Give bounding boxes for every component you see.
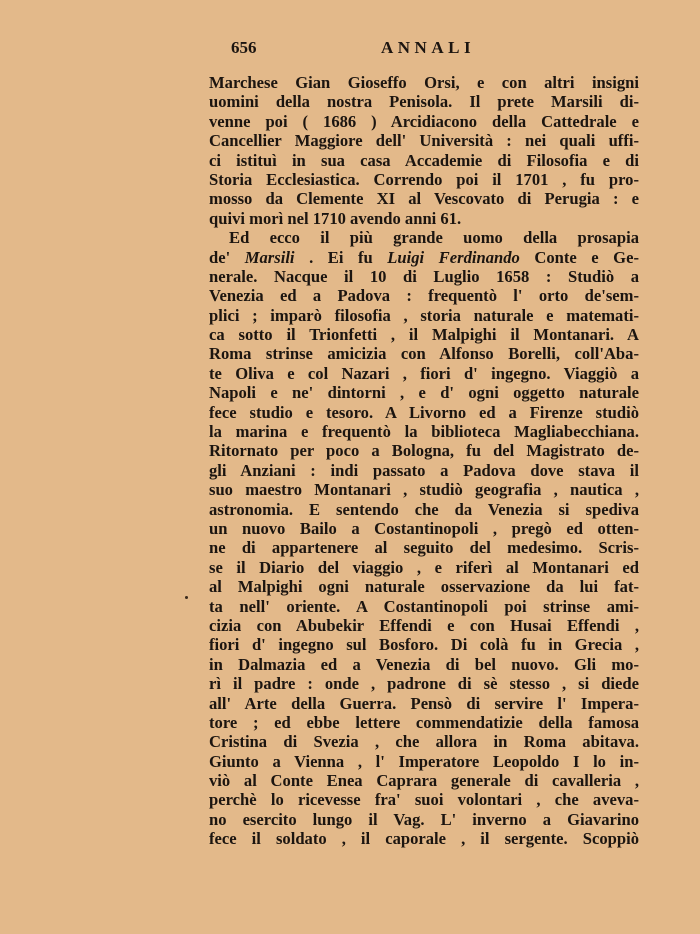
text-line: cizia con Abubekir Effendi e con Husai Effendi , (209, 615, 639, 635)
text-line: fece il soldato , il caporale , il sergente. Scoppiò (209, 829, 639, 849)
text-line: Ritornato per poco a Bologna, fu del Magistrato de- (209, 441, 639, 461)
paragraph-start-line: Ed ecco il più grande uomo della prosapia (229, 228, 639, 248)
text-line: no esercito lungo il Vag. L' inverno a Giavarino (209, 809, 639, 829)
text-line: all' Arte della Guerra. Pensò di servire l' Impera- (209, 693, 639, 713)
text-line: ci istituì in sua casa Accademie di Filosofia e di (209, 150, 639, 170)
text-line: al Malpighi ogni naturale osservazione da lui fat- (209, 577, 639, 597)
running-title: ANNALI (381, 38, 476, 57)
text-line: nerale. Nacque il 10 di Luglio 1658 : Studiò a (209, 266, 639, 286)
text-line: viò al Conte Enea Caprara generale di cavalleria , (209, 771, 639, 791)
body-text (209, 73, 639, 849)
text-line: venne poi ( 1686 ) Arcidiacono della Cattedrale e (209, 111, 639, 131)
text-line: in Dalmazia ed a Venezia di bel nuovo. Gli mo- (209, 654, 639, 674)
text-line: se il Diario del viaggio , e riferì al Montanari ed (209, 557, 639, 577)
text-line: gli Anziani : indi passato a Padova dove stava il (209, 460, 639, 480)
text-line: Cristina di Svezia , che allora in Roma abitava. (209, 732, 639, 752)
page-number: 656 (231, 38, 257, 57)
text-line: astronomia. E sentendo che da Venezia si spediva (209, 499, 639, 519)
text-line: perchè lo ricevesse fra' suoi volontari , che aveva- (209, 790, 639, 810)
text-line: Storia Ecclesiastica. Correndo poi il 1701 , fu pro- (209, 169, 639, 189)
text-line: fece studio e tesoro. A Livorno ed a Firenze studiò (209, 402, 639, 422)
text-line: Napoli e ne' dintorni , e d' ogni oggetto naturale (209, 383, 639, 403)
text-line: ne di appartenere al seguito del medesimo. Scris- (209, 538, 639, 558)
text-line: ta nell' oriente. A Costantinopoli poi strinse ami- (209, 596, 639, 616)
text-line: plici ; imparò filosofia , storia naturale e matemati- (209, 305, 639, 325)
text-line: Cancellier Maggiore dell' Università : nei quali uffi- (209, 131, 639, 151)
text-line: Roma strinse amicizia con Alfonso Borelli, coll'Aba- (209, 344, 639, 364)
text-line: Giunto a Vienna , l' Imperatore Leopoldo I lo in- (209, 751, 639, 771)
text-line: Venezia ed a Padova : frequentò l' orto de'sem- (209, 286, 639, 306)
text-line: quivi morì nel 1710 avendo anni 61. (209, 208, 462, 228)
text-line: un nuovo Bailo a Costantinopoli , pregò ed otten- (209, 518, 639, 538)
running-head (209, 38, 639, 62)
text-line: tore ; ed ebbe lettere commendatizie della famosa (209, 712, 639, 732)
text-line: rì il padre : onde , padrone di sè stesso , si diede (209, 674, 639, 694)
text-line: mosso da Clemente XI al Vescovato di Perugia : e (209, 189, 639, 209)
text-line: uomini della nostra Penisola. Il prete Marsili di- (209, 92, 639, 112)
text-line: la marina e frequentò la biblioteca Magliabecchiana. (209, 422, 639, 442)
text-line: te Oliva e col Nazari , fiori d' ingegno. Viaggiò a (209, 363, 639, 383)
text-line-italic-names: de' Marsili . Ei fu Luigi Ferdinando Conte e Ge- (209, 247, 639, 267)
ink-speck (185, 596, 188, 599)
text-line: ca sotto il Trionfetti , il Malpighi il Montanari. A (209, 325, 639, 345)
text-line: Marchese Gian Gioseffo Orsi, e con altri insigni (209, 73, 639, 92)
text-line: suo maestro Montanari , studiò geografia , nautica , (209, 480, 639, 500)
text-line: fiori d' ingegno sul Bosforo. Di colà fu in Grecia , (209, 635, 639, 655)
